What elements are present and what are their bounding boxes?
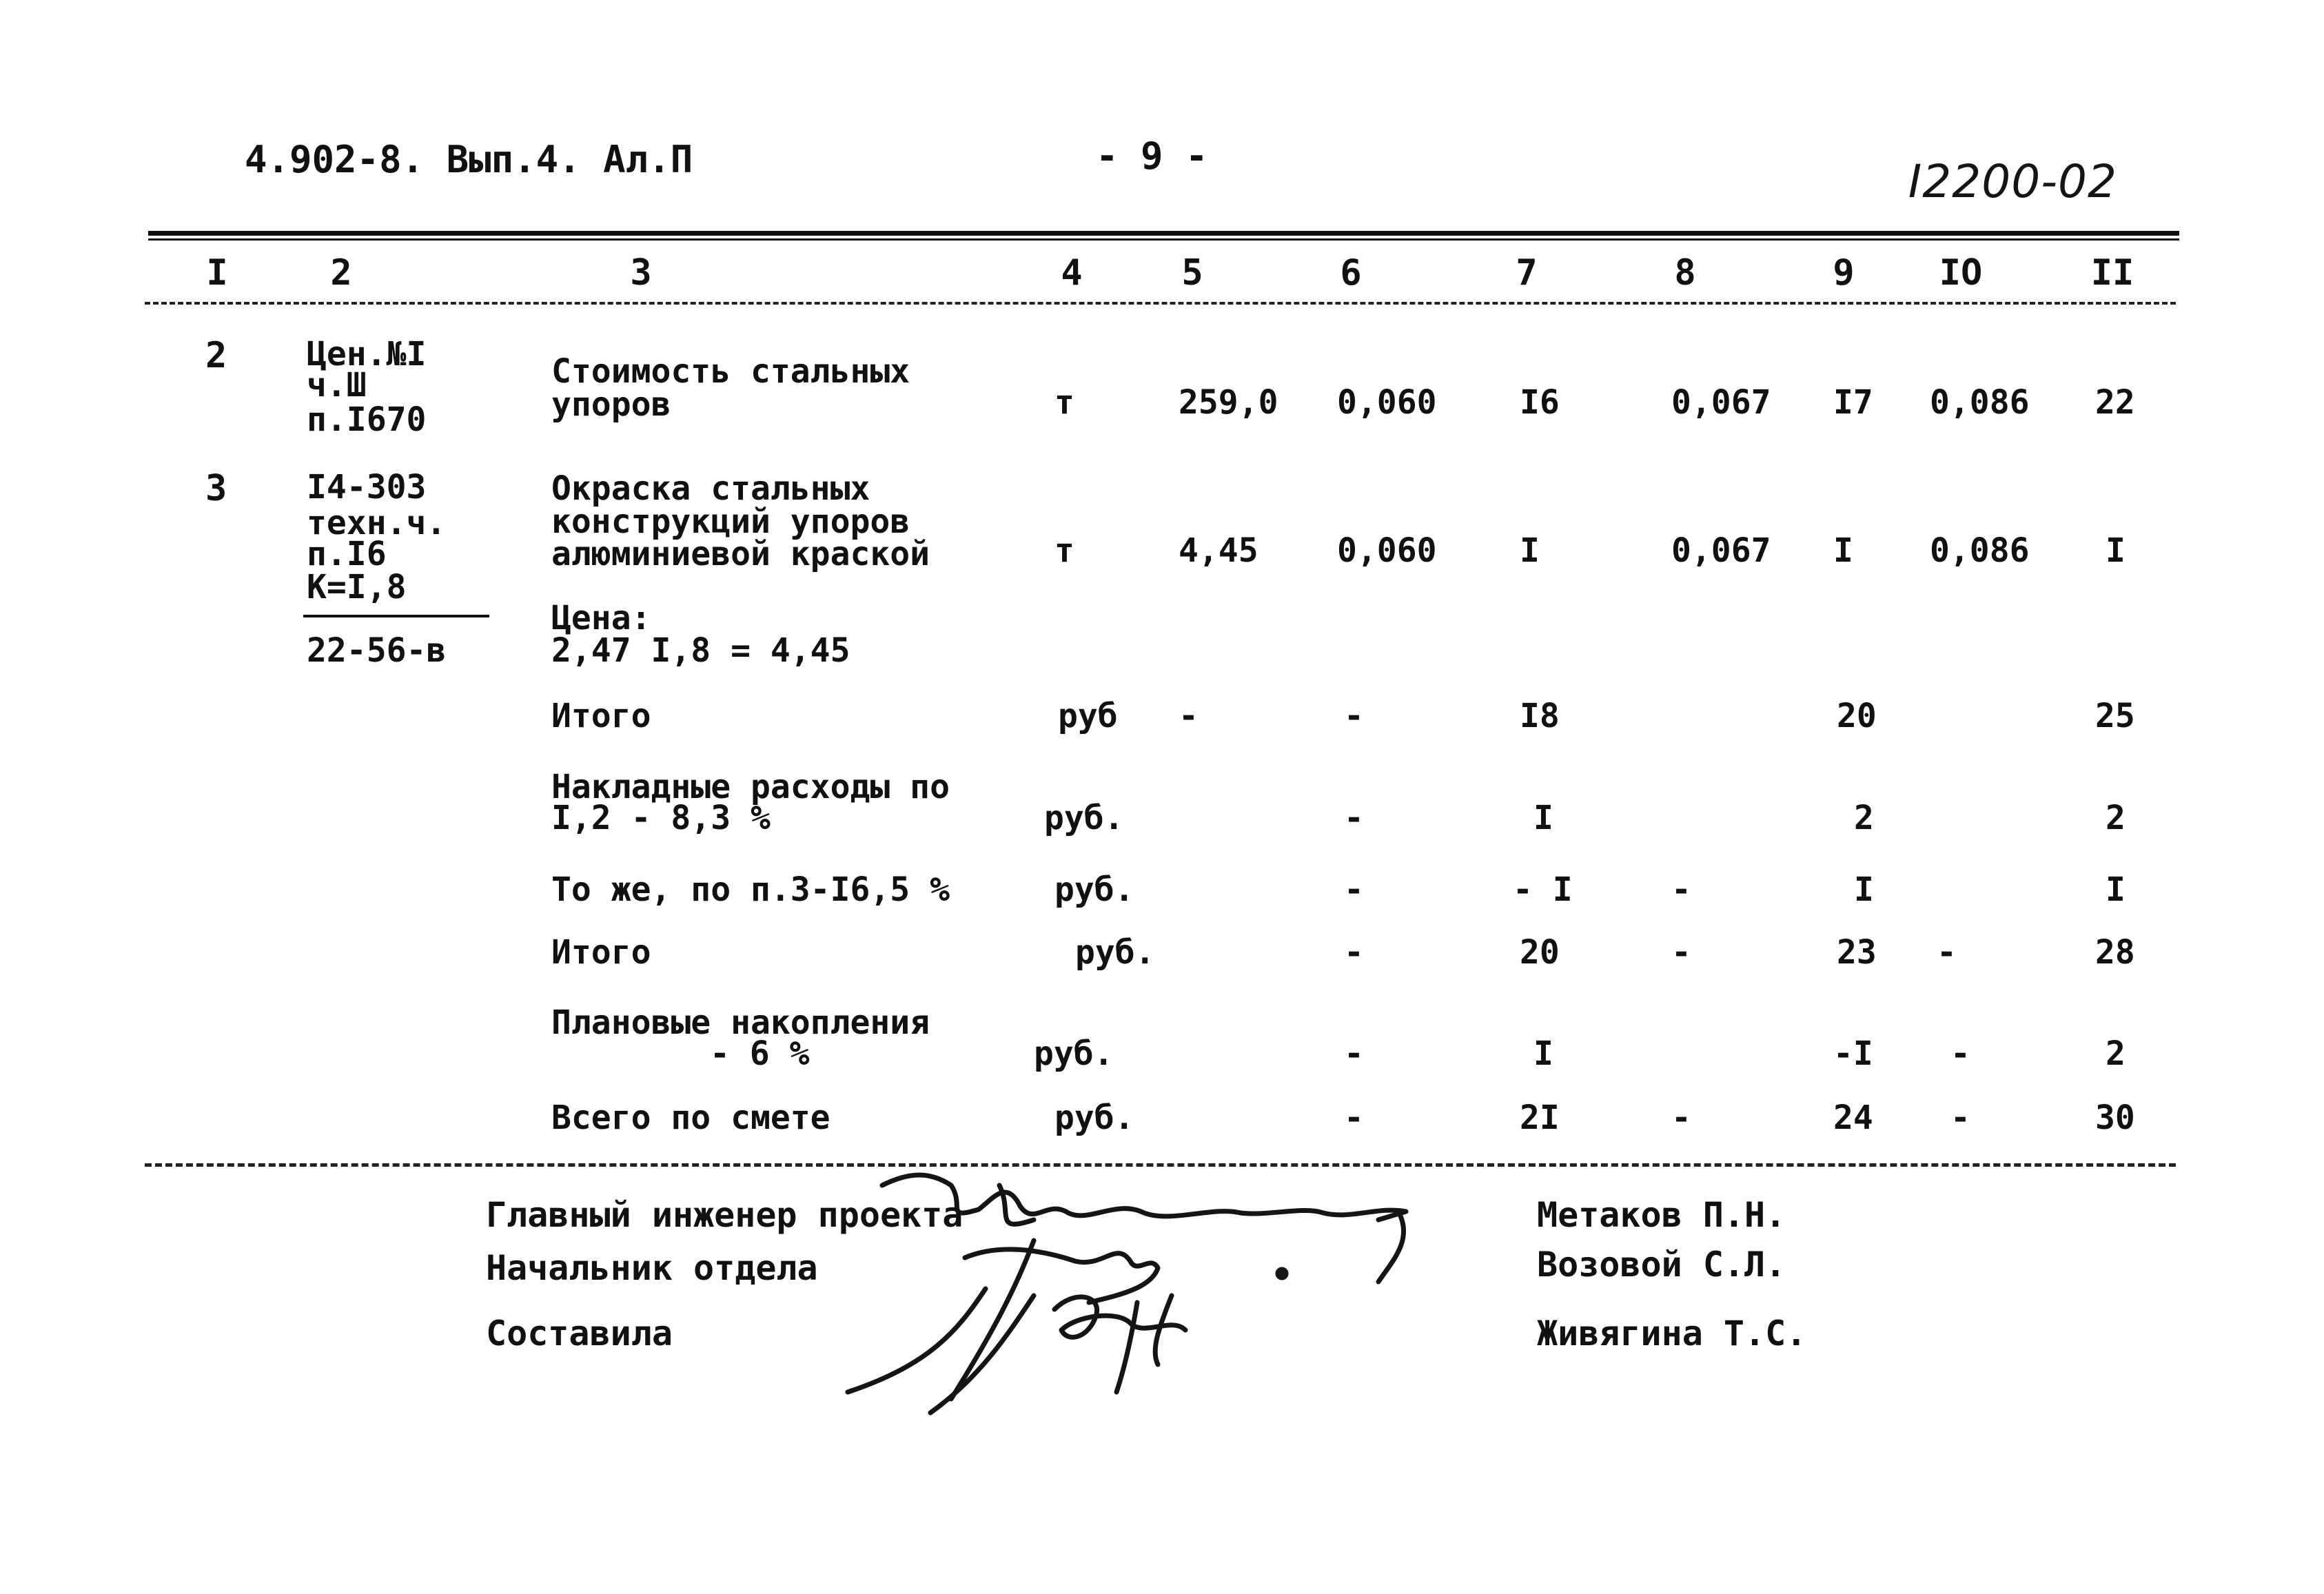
signature-name: Живягина Т.С. (1537, 1314, 1807, 1353)
handwritten-signatures (827, 1158, 1544, 1420)
cell-col9: I7 (1833, 383, 1873, 422)
cell-reference: п.I670 (307, 400, 427, 439)
column-header: 3 (630, 252, 652, 294)
summary-label: I,2 - 8,3 % (551, 799, 771, 837)
cell-description: Окраска стальных (551, 469, 870, 508)
summary-col10: - (1950, 1034, 1970, 1073)
cell-reference: I4-303 (307, 468, 427, 507)
cell-col7: I6 (1520, 383, 1560, 422)
column-header: I (206, 252, 228, 294)
summary-col7: I (1533, 799, 1553, 837)
summary-col6: - (1344, 933, 1364, 972)
cell-reference: техн.ч. (307, 504, 447, 542)
cell-description: конструкций упоров (551, 502, 910, 541)
signature-name: Возовой С.Л. (1537, 1245, 1786, 1285)
summary-col7: I8 (1520, 697, 1560, 735)
cell-col10: 0,086 (1930, 531, 2030, 570)
summary-unit: руб. (1075, 933, 1155, 972)
summary-col8: - (1671, 1099, 1691, 1137)
header-divider (145, 302, 2176, 305)
summary-unit: руб. (1044, 799, 1124, 837)
cell-reference: Цен.№I (307, 335, 427, 374)
page-number: - 9 - (1096, 134, 1208, 178)
top-rule-thin (148, 238, 2179, 241)
signature-role: Составила (486, 1314, 673, 1353)
cell-price-note: 2,47 I,8 = 4,45 (551, 631, 850, 670)
signature-role: Начальник отдела (486, 1248, 818, 1288)
summary-col6: - (1344, 870, 1364, 909)
column-header: IO (1939, 252, 1983, 294)
summary-col9: 24 (1833, 1099, 1873, 1137)
cell-col9: I (1833, 531, 1853, 570)
summary-label: Всего по смете (551, 1099, 830, 1137)
summary-col7: I (1533, 1034, 1553, 1073)
column-header: 4 (1061, 252, 1083, 294)
summary-label: Плановые накопления (551, 1003, 930, 1042)
summary-col9: -I (1833, 1034, 1873, 1073)
column-header: 8 (1674, 252, 1696, 294)
signature-name: Метаков П.Н. (1537, 1195, 1786, 1235)
summary-col9: 23 (1837, 933, 1877, 972)
cell-reference: К=I,8 (307, 568, 407, 606)
summary-label: То же, по п.3-I6,5 % (551, 870, 950, 909)
summary-unit: руб (1058, 697, 1118, 735)
summary-label: Итого (551, 697, 651, 735)
summary-col7: 20 (1520, 933, 1560, 972)
cell-col6: 0,060 (1337, 383, 1437, 422)
summary-col11: 25 (2095, 697, 2135, 735)
summary-col11: 28 (2095, 933, 2135, 972)
column-header: 7 (1516, 252, 1538, 294)
column-header: II (2090, 252, 2134, 294)
summary-label: Накладные расходы по (551, 768, 950, 806)
summary-col6: - (1344, 697, 1364, 735)
summary-label: - 6 % (710, 1034, 810, 1073)
top-rule (148, 231, 2179, 236)
summary-col7: - I (1513, 870, 1573, 909)
cell-col7: I (1520, 531, 1540, 570)
summary-col5: - (1179, 697, 1199, 735)
summary-col11: 30 (2095, 1099, 2135, 1137)
summary-col6: - (1344, 1099, 1364, 1137)
cell-col11: 22 (2095, 383, 2135, 422)
column-header: 6 (1340, 252, 1362, 294)
cell-description: упоров (551, 385, 671, 424)
cell-col5: 4,45 (1179, 531, 1258, 570)
summary-unit: руб. (1054, 870, 1134, 909)
cell-col8: 0,067 (1671, 383, 1771, 422)
summary-col8: - (1671, 870, 1691, 909)
column-header: 5 (1181, 252, 1203, 294)
cell-col10: 0,086 (1930, 383, 2030, 422)
cell-unit: т (1054, 383, 1074, 422)
summary-unit: руб. (1054, 1099, 1134, 1137)
cell-col6: 0,060 (1337, 531, 1437, 570)
column-header: 2 (330, 252, 352, 294)
column-header: 9 (1833, 252, 1855, 294)
cell-price-note: Цена: (551, 599, 651, 637)
summary-col6: - (1344, 799, 1364, 837)
summary-col7: 2I (1520, 1099, 1560, 1137)
summary-col9: 2 (1854, 799, 1874, 837)
summary-col9: 20 (1837, 697, 1877, 735)
reference-underline (303, 615, 489, 617)
summary-col10: - (1937, 933, 1957, 972)
cell-reference-note: 22-56-в (307, 631, 447, 670)
summary-col9: I (1854, 870, 1874, 909)
cell-reference: п.I6 (307, 535, 387, 573)
cell-index: 3 (205, 468, 227, 509)
cell-col11: I (2106, 531, 2126, 570)
summary-label: Итого (551, 933, 651, 972)
summary-unit: руб. (1034, 1034, 1114, 1073)
cell-col5: 259,0 (1179, 383, 1278, 422)
cell-index: 2 (205, 335, 227, 376)
summary-col11: 2 (2106, 799, 2126, 837)
summary-col11: I (2106, 870, 2126, 909)
document-id: 4.902-8. Вып.4. Ал.П (245, 138, 693, 181)
cell-unit: т (1054, 531, 1074, 570)
cell-reference: ч.Ш (307, 366, 367, 405)
document-code: I2200-02 (1908, 155, 2117, 208)
summary-col6: - (1344, 1034, 1364, 1073)
summary-col10: - (1950, 1099, 1970, 1137)
cell-description: Стоимость стальных (551, 352, 910, 391)
signature-role: Главный инженер проекта (486, 1195, 964, 1235)
cell-col8: 0,067 (1671, 531, 1771, 570)
summary-col11: 2 (2106, 1034, 2126, 1073)
summary-col8: - (1671, 933, 1691, 972)
cell-description: алюминиевой краской (551, 535, 930, 573)
